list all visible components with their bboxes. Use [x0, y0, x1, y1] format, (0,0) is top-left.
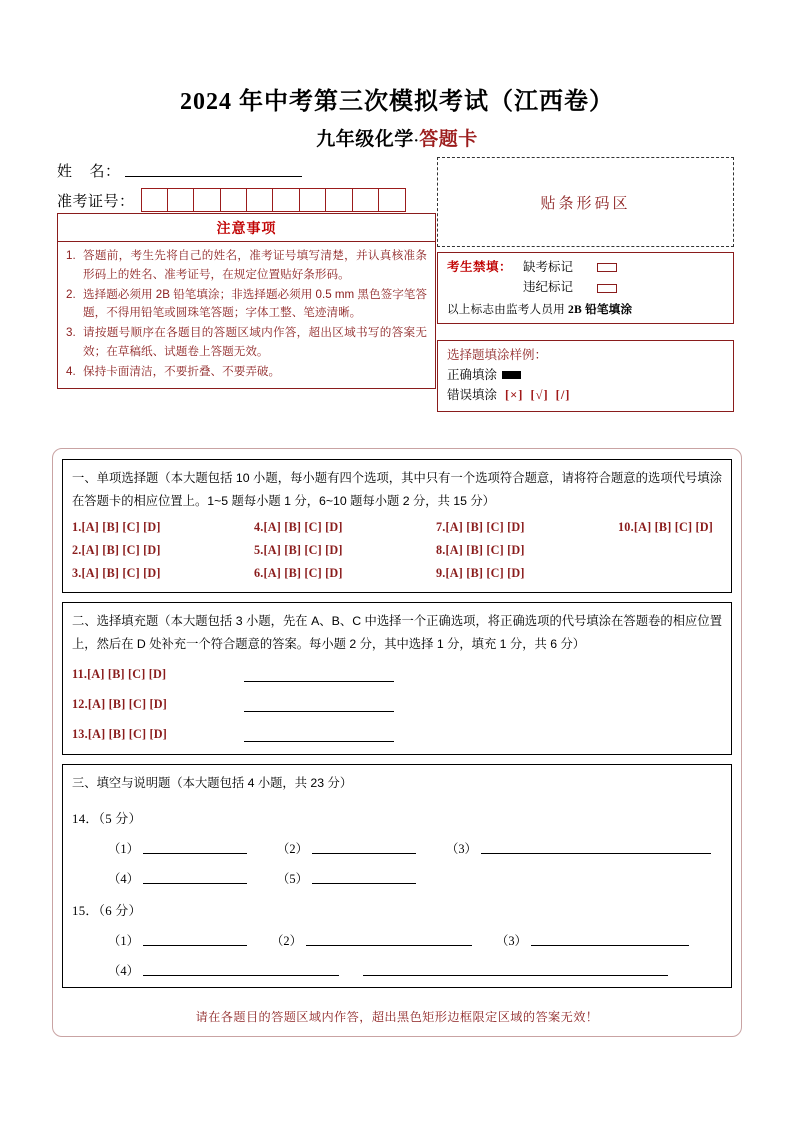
- notes-body: [58, 242, 435, 388]
- mcq-number: 9.: [436, 566, 446, 581]
- wrong-mark-check-icon: [√]: [530, 388, 549, 403]
- violation-mark-label: 违纪标记: [523, 280, 574, 295]
- ticket-digit-cell[interactable]: [353, 189, 379, 211]
- section-two-box: [62, 602, 732, 754]
- name-label: 姓 名：: [57, 164, 121, 180]
- fill-choice-blank-13[interactable]: [244, 740, 394, 742]
- note-item: [66, 363, 427, 382]
- section-three-box: [62, 764, 732, 988]
- note-text: 保持卡面清洁，不要折叠、不要弄破。: [83, 364, 281, 378]
- proctor-note-bold: 2B 铅笔填涂: [568, 302, 633, 316]
- ticket-digit-cell[interactable]: [221, 189, 247, 211]
- ticket-digit-cell[interactable]: [194, 189, 220, 211]
- question-14-row-2: [72, 869, 722, 887]
- mcq-row-9[interactable]: [436, 563, 618, 584]
- correct-fill-mark-icon: [502, 371, 521, 379]
- mcq-row-10[interactable]: [618, 517, 722, 538]
- mcq-row-empty: [618, 540, 722, 561]
- mcq-options[interactable]: [A] [B] [C] [D]: [81, 520, 161, 535]
- answer-blank-15-2[interactable]: [306, 944, 472, 946]
- fill-sample-title: 选择题填涂样例：: [447, 348, 548, 362]
- absent-mark-label: 缺考标记: [523, 260, 574, 274]
- note-text: 选择题必须用 2B 铅笔填涂；非选择题必须用 0.5 mm 黑色签字笔答题，不得用铅笔或圆珠笔答题；字体工整、笔迹清晰。: [83, 287, 427, 320]
- fill-choice-options-12[interactable]: [72, 697, 182, 712]
- mcq-row-7[interactable]: [436, 517, 618, 538]
- blank-tag: （3）: [445, 841, 477, 856]
- ticket-digit-cell[interactable]: [168, 189, 194, 211]
- fill-choice-number: 12.: [72, 696, 88, 711]
- mcq-number: 6.: [254, 566, 264, 581]
- blank-unit: [271, 931, 472, 949]
- mcq-number: 8.: [436, 543, 446, 558]
- mcq-options[interactable]: [A] [B] [C] [D]: [263, 520, 343, 535]
- wrong-mark-slash-icon: [/]: [555, 388, 571, 403]
- mcq-options[interactable]: [A] [B] [C] [D]: [445, 520, 525, 535]
- mcq-answer-grid: [72, 517, 722, 584]
- page-title: 2024 年中考第三次模拟考试（江西卷）: [180, 89, 614, 115]
- mcq-row-empty: [618, 563, 722, 584]
- blank-tag: （2）: [270, 933, 302, 948]
- blank-tag: （4）: [108, 871, 139, 886]
- answer-blank-14-5[interactable]: [312, 882, 416, 884]
- blank-tag: （4）: [108, 963, 139, 978]
- footer-warning-note: 请在各题目的答题区域内作答，超出黑色矩形边框限定区域的答案无效！: [195, 1009, 599, 1024]
- mcq-row-5[interactable]: [254, 540, 436, 561]
- mcq-number: 5.: [254, 543, 264, 558]
- blank-unit: [108, 931, 247, 949]
- blank-unit: [108, 839, 247, 857]
- subtitle-sheet-type: 答题卡: [419, 128, 478, 150]
- ticket-digit-cell[interactable]: [247, 189, 273, 211]
- section-one-box: [62, 459, 732, 593]
- barcode-area-label: 贴条形码区: [540, 195, 631, 212]
- note-text: 请按题号顺序在各题目的答题区域内作答，超出区域书写的答案无效；在草稿纸、试题卷上答题无效。: [83, 326, 427, 358]
- mcq-options[interactable]: [A] [B] [C] [D]: [263, 543, 343, 558]
- fill-choice-options-11[interactable]: [72, 667, 182, 682]
- note-number: 2.: [66, 287, 76, 301]
- mcq-options[interactable]: [A] [B] [C] [D]: [445, 543, 525, 558]
- proctor-marks-label: 考生禁填：: [447, 260, 513, 274]
- blank-unit: [108, 869, 247, 887]
- fill-choice-number: 13.: [72, 726, 88, 741]
- blank-unit: [446, 839, 711, 857]
- mcq-row-4[interactable]: [254, 517, 436, 538]
- absent-mark-row: [447, 258, 724, 277]
- mcq-number: 4.: [254, 520, 264, 535]
- blank-tag: （2）: [276, 841, 308, 856]
- violation-mark-checkbox[interactable]: [597, 284, 617, 293]
- question-15-row-2: [72, 961, 722, 979]
- subtitle-separator: ·: [413, 132, 420, 149]
- answer-blank-15-3[interactable]: [531, 944, 689, 946]
- barcode-paste-area: [437, 157, 734, 247]
- note-text: 答题前，考生先将自己的姓名，准考证号填写清楚，并认真核准条形码上的姓名、准考证号，在规定位置贴好条形码。: [83, 249, 427, 281]
- mcq-row-1[interactable]: [72, 517, 254, 538]
- notes-box: [57, 213, 436, 389]
- fill-choice-blank-12[interactable]: [244, 710, 394, 712]
- section-two-heading: 二、选择填充题（本大题包括 3 小题，先在 A、B、C 中选择一个正确选项，将正确选项的代号填涂在答题卷的相应位置上，然后在 D 处补充一个符合题意的答案。每小题 2 分，其中选择 1 分，填充 1 分，共 6 分）: [72, 614, 722, 652]
- blank-unit: [108, 961, 339, 979]
- blank-tag: （1）: [108, 841, 139, 856]
- fill-choice-options[interactable]: [A] [B] [C] [D]: [87, 726, 167, 741]
- correct-fill-row: [447, 365, 724, 385]
- fill-choice-row-13: [72, 724, 722, 742]
- answer-area-container: [52, 448, 742, 1037]
- correct-fill-label: 正确填涂: [447, 368, 498, 382]
- wrong-mark-cross-icon: [×]: [505, 388, 524, 403]
- blank-tag: （5）: [276, 871, 308, 886]
- name-input-line[interactable]: [125, 176, 302, 177]
- fill-choice-number: 11.: [72, 666, 88, 681]
- violation-mark-row: [447, 278, 724, 297]
- wrong-fill-row: [447, 385, 724, 405]
- blank-tag: （3）: [495, 933, 527, 948]
- answer-blank-14-2[interactable]: [312, 852, 416, 854]
- ticket-number-label: 准考证号：: [57, 193, 135, 210]
- wrong-fill-label: 错误填涂: [447, 388, 498, 403]
- proctor-marks-label-spacer: [447, 278, 523, 297]
- question-15-label: 15．（6 分）: [72, 903, 142, 918]
- note-item: [66, 247, 427, 285]
- mcq-row-8[interactable]: [436, 540, 618, 561]
- ticket-digit-cell[interactable]: [379, 189, 405, 211]
- fill-choice-options[interactable]: [A] [B] [C] [D]: [87, 666, 167, 681]
- note-number: 4.: [66, 364, 76, 378]
- note-number: 1.: [66, 249, 76, 262]
- question-14-row-1: [72, 839, 722, 857]
- note-item: [66, 286, 427, 324]
- mcq-row-2[interactable]: [72, 540, 254, 561]
- mcq-number: 10.: [618, 520, 634, 535]
- mcq-row-6[interactable]: [254, 563, 436, 584]
- notes-title: 注意事项: [58, 214, 435, 242]
- answer-blank-14-4[interactable]: [143, 882, 247, 884]
- section-one-heading: 一、单项选择题（本大题包括 10 小题，每小题有四个选项，其中只有一个选项符合题意，请将符合题意的选项代号填涂在答题卡的相应位置上。1~5 题每小题 1 分，6~10 题每小题 2 分，共 15 分）: [72, 471, 722, 508]
- student-info-area: [57, 157, 436, 213]
- question-14-label: 14．（5 分）: [72, 811, 142, 826]
- name-row: [57, 157, 436, 181]
- fill-choice-row-11: [72, 664, 722, 682]
- ticket-digit-cell[interactable]: [142, 189, 168, 211]
- question-15-row-1: [72, 931, 722, 949]
- mcq-number: 7.: [436, 520, 446, 535]
- blank-unit: [359, 974, 668, 979]
- answer-blank-14-3[interactable]: [481, 852, 711, 854]
- fill-choice-blank-11[interactable]: [244, 680, 394, 682]
- answer-blank-15-4a[interactable]: [143, 974, 339, 976]
- title-block: [0, 88, 794, 151]
- ticket-number-row: [57, 187, 436, 213]
- fill-sample-box: [437, 340, 734, 412]
- mcq-options[interactable]: [A] [B] [C] [D]: [445, 566, 525, 581]
- ticket-digit-cell[interactable]: [326, 189, 352, 211]
- page-subtitle: [0, 124, 794, 151]
- proctor-marks-note: [447, 301, 724, 317]
- subtitle-subject: 九年级化学: [316, 128, 414, 150]
- mcq-options[interactable]: [A] [B] [C] [D]: [633, 520, 713, 535]
- answer-blank-15-1[interactable]: [143, 944, 247, 946]
- ticket-digit-cell[interactable]: [273, 189, 299, 211]
- ticket-digit-cell[interactable]: [300, 189, 326, 211]
- mcq-row-3[interactable]: [72, 563, 254, 584]
- mcq-number: 3.: [72, 566, 82, 581]
- ticket-number-boxes[interactable]: [141, 188, 407, 212]
- blank-unit: [277, 839, 416, 857]
- answer-blank-14-1[interactable]: [143, 852, 247, 854]
- fill-choice-options[interactable]: [A] [B] [C] [D]: [87, 696, 167, 711]
- mcq-number: 1.: [72, 520, 82, 535]
- wrong-fill-marks: [505, 385, 577, 405]
- blank-unit: [496, 931, 689, 949]
- absent-mark-checkbox[interactable]: [597, 263, 617, 272]
- blank-unit: [277, 869, 416, 887]
- fill-choice-options-13[interactable]: [72, 727, 182, 742]
- section-three-heading: 三、填空与说明题（本大题包括 4 小题，共 23 分）: [72, 775, 353, 790]
- proctor-marks-box: [437, 252, 734, 324]
- note-number: 3.: [66, 326, 76, 340]
- mcq-options[interactable]: [A] [B] [C] [D]: [263, 566, 343, 581]
- proctor-note-prefix: 以上标志由监考人员用: [447, 302, 569, 316]
- mcq-options[interactable]: [A] [B] [C] [D]: [81, 566, 161, 581]
- fill-choice-list: [72, 664, 722, 742]
- answer-blank-15-4b[interactable]: [363, 974, 668, 976]
- note-item: [66, 324, 427, 362]
- mcq-number: 2.: [72, 543, 82, 558]
- mcq-options[interactable]: [A] [B] [C] [D]: [81, 543, 161, 558]
- blank-tag: （1）: [108, 933, 139, 948]
- fill-choice-row-12: [72, 694, 722, 712]
